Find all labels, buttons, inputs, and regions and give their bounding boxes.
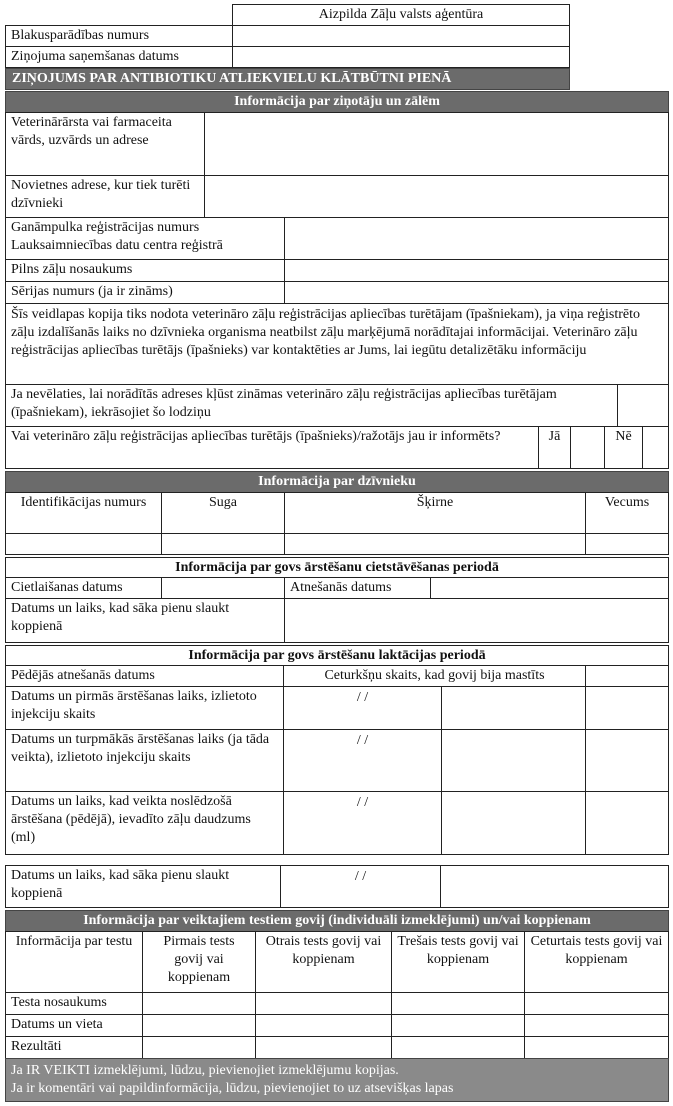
footer-line1: Ja IR VEIKTI izmeklējumi, lūdzu, pievienojiet izmeklējumu kopijas. bbox=[11, 1063, 399, 1078]
received-date-label: Ziņojuma saņemšanas datums bbox=[5, 46, 233, 68]
herd-label-line1: Ganāmpulka reģistrācijas numurs bbox=[11, 220, 200, 235]
tests-row-date-label: Datums un vieta bbox=[5, 1014, 143, 1037]
no-checkbox[interactable] bbox=[642, 426, 669, 469]
quarters-label: Ceturkšņu skaits, kad govij bija mastīts bbox=[283, 665, 586, 687]
dry-date-field[interactable] bbox=[161, 577, 285, 599]
animal-header: Informācija par dzīvnieku bbox=[5, 471, 669, 493]
calving-date-field[interactable] bbox=[430, 577, 669, 599]
animal-species-field[interactable] bbox=[161, 533, 285, 555]
adverse-number-field[interactable] bbox=[232, 25, 570, 47]
footer-note bbox=[5, 1058, 669, 1102]
farm-field[interactable] bbox=[204, 175, 669, 218]
animal-id-field[interactable] bbox=[5, 533, 162, 555]
farm-label: Novietnes adrese, kur tiek turēti dzīvnieki bbox=[5, 175, 205, 218]
final-treat-field-2[interactable] bbox=[441, 791, 586, 855]
next-treat-field-3[interactable] bbox=[585, 729, 669, 792]
milking-start2-field[interactable] bbox=[440, 865, 669, 908]
dry-period-header: Informācija par govs ārstēšanu cietstāvēšanas periodā bbox=[5, 557, 669, 578]
optout-checkbox[interactable] bbox=[617, 384, 669, 427]
optout-text: Ja nevēlaties, lai norādītās adreses kļūst zināmas veterināro zāļu reģistrācijas apliecības turētājam (īpašniekam), iekrāsojiet šo lodziņu bbox=[5, 384, 618, 427]
final-treat-field-3[interactable] bbox=[585, 791, 669, 855]
next-treat-field-2[interactable] bbox=[441, 729, 586, 792]
reporter-header: Informācija par ziņotāju un zālēm bbox=[5, 91, 669, 113]
informed-text: Vai veterināro zāļu reģistrācijas apliecības turētājs (īpašnieks)/ražotājs jau ir informēts? bbox=[5, 426, 539, 469]
agency-header: Aizpilda Zāļu valsts aģentūra bbox=[232, 4, 570, 26]
dry-date-label: Cietlaišanas datums bbox=[5, 577, 162, 599]
tests-row-results-1[interactable] bbox=[142, 1036, 256, 1059]
tests-row-results-2[interactable] bbox=[255, 1036, 392, 1059]
col-age: Vecums bbox=[585, 492, 669, 534]
tests-row-results-label: Rezultāti bbox=[5, 1036, 143, 1059]
tests-col-fourth: Ceturtais tests govij vai koppienam bbox=[524, 931, 669, 993]
col-breed: Šķirne bbox=[284, 492, 586, 534]
drug-name-field[interactable] bbox=[284, 259, 669, 282]
tests-row-date-2[interactable] bbox=[255, 1014, 392, 1037]
tests-row-name-4[interactable] bbox=[524, 992, 669, 1015]
next-treat-label: Datums un turpmākās ārstēšanas laiks (ja tāda veikta), izlietoto injekciju skaits bbox=[5, 729, 284, 792]
tests-col-info: Informācija par testu bbox=[5, 931, 143, 993]
milking-start2-label: Datums un laiks, kad sāka pienu slaukt koppienā bbox=[5, 865, 281, 908]
tests-row-name-3[interactable] bbox=[391, 992, 525, 1015]
tests-col-first: Pirmais tests govij vai koppienam bbox=[142, 931, 256, 993]
tests-row-date-1[interactable] bbox=[142, 1014, 256, 1037]
serial-field[interactable] bbox=[284, 281, 669, 304]
tests-row-name-2[interactable] bbox=[255, 992, 392, 1015]
drug-name-label: Pilns zāļu nosaukums bbox=[5, 259, 285, 282]
yes-label: Jā bbox=[538, 426, 571, 469]
calving-date-label: Atnešanās datums bbox=[284, 577, 431, 599]
milking-start2-date[interactable]: / / bbox=[280, 865, 441, 908]
tests-header: Informācija par veiktajiem testiem govij (individuāli izmeklējumi) un/vai koppienam bbox=[5, 910, 669, 932]
tests-row-results-4[interactable] bbox=[524, 1036, 669, 1059]
milking-start-label: Datums un laiks, kad sāka pienu slaukt koppienā bbox=[5, 598, 285, 643]
first-treat-label: Datums un pirmās ārstēšanas laiks, izlietoto injekciju skaits bbox=[5, 686, 284, 730]
first-treat-field-3[interactable] bbox=[585, 686, 669, 730]
notice-text: Šīs veidlapas kopija tiks nodota veterināro zāļu reģistrācijas apliecības turētājam (īpašniekam), ja viņa reģistrēto zāļu izdalīšanās laiks no dzīvnieka organisma neatbilst zāļu marķējumā norādītajai informācijai. Veterināro zāļu reģistrācijas apliecības turētājs (īpašnieks) var kontaktēties ar Jums, lai iegūtu detalizētāku informāciju bbox=[5, 303, 669, 385]
main-title: ZIŅOJUMS PAR ANTIBIOTIKU ATLIEKVIELU KLĀTBŪTNI PIENĀ bbox=[5, 68, 570, 90]
adverse-number-label: Blakusparādības numurs bbox=[5, 25, 233, 47]
last-calving-label: Pēdējās atnešanās datums bbox=[5, 665, 284, 687]
quarters-field[interactable] bbox=[585, 665, 669, 687]
lactation-header: Informācija par govs ārstēšanu laktācijas periodā bbox=[5, 645, 669, 666]
col-id: Identifikācijas numurs bbox=[5, 492, 162, 534]
serial-label: Sērijas numurs (ja ir zināms) bbox=[5, 281, 285, 304]
animal-age-field[interactable] bbox=[585, 533, 669, 555]
next-treat-date-1[interactable]: / / bbox=[283, 729, 442, 792]
tests-row-name-label: Testa nosaukums bbox=[5, 992, 143, 1015]
tests-row-date-3[interactable] bbox=[391, 1014, 525, 1037]
animal-breed-field[interactable] bbox=[284, 533, 586, 555]
final-treat-label: Datums un laiks, kad veikta noslēdzošā ārstēšana (pēdējā), ievadīto zāļu daudzums (ml) bbox=[5, 791, 284, 855]
tests-row-name-1[interactable] bbox=[142, 992, 256, 1015]
tests-col-second: Otrais tests govij vai koppienam bbox=[255, 931, 392, 993]
tests-row-results-3[interactable] bbox=[391, 1036, 525, 1059]
vet-label: Veterinārārsta vai farmaceita vārds, uzvārds un adrese bbox=[5, 112, 205, 176]
received-date-field[interactable] bbox=[232, 46, 570, 68]
first-treat-date-1[interactable]: / / bbox=[283, 686, 442, 730]
no-label: Nē bbox=[604, 426, 643, 469]
milking-start-field[interactable] bbox=[284, 598, 669, 643]
herd-label bbox=[5, 217, 285, 260]
first-treat-field-2[interactable] bbox=[441, 686, 586, 730]
yes-checkbox[interactable] bbox=[570, 426, 605, 469]
herd-field[interactable] bbox=[284, 217, 669, 260]
final-treat-date-1[interactable]: / / bbox=[283, 791, 442, 855]
col-species: Suga bbox=[161, 492, 285, 534]
tests-col-third: Trešais tests govij vai koppienam bbox=[391, 931, 525, 993]
vet-field[interactable] bbox=[204, 112, 669, 176]
tests-row-date-4[interactable] bbox=[524, 1014, 669, 1037]
footer-line2: Ja ir komentāri vai papildinformācija, lūdzu, pievienojiet to uz atsevišķas lapas bbox=[11, 1081, 454, 1096]
herd-label-line2: Lauksaimniecības datu centra reģistrā bbox=[11, 238, 223, 253]
